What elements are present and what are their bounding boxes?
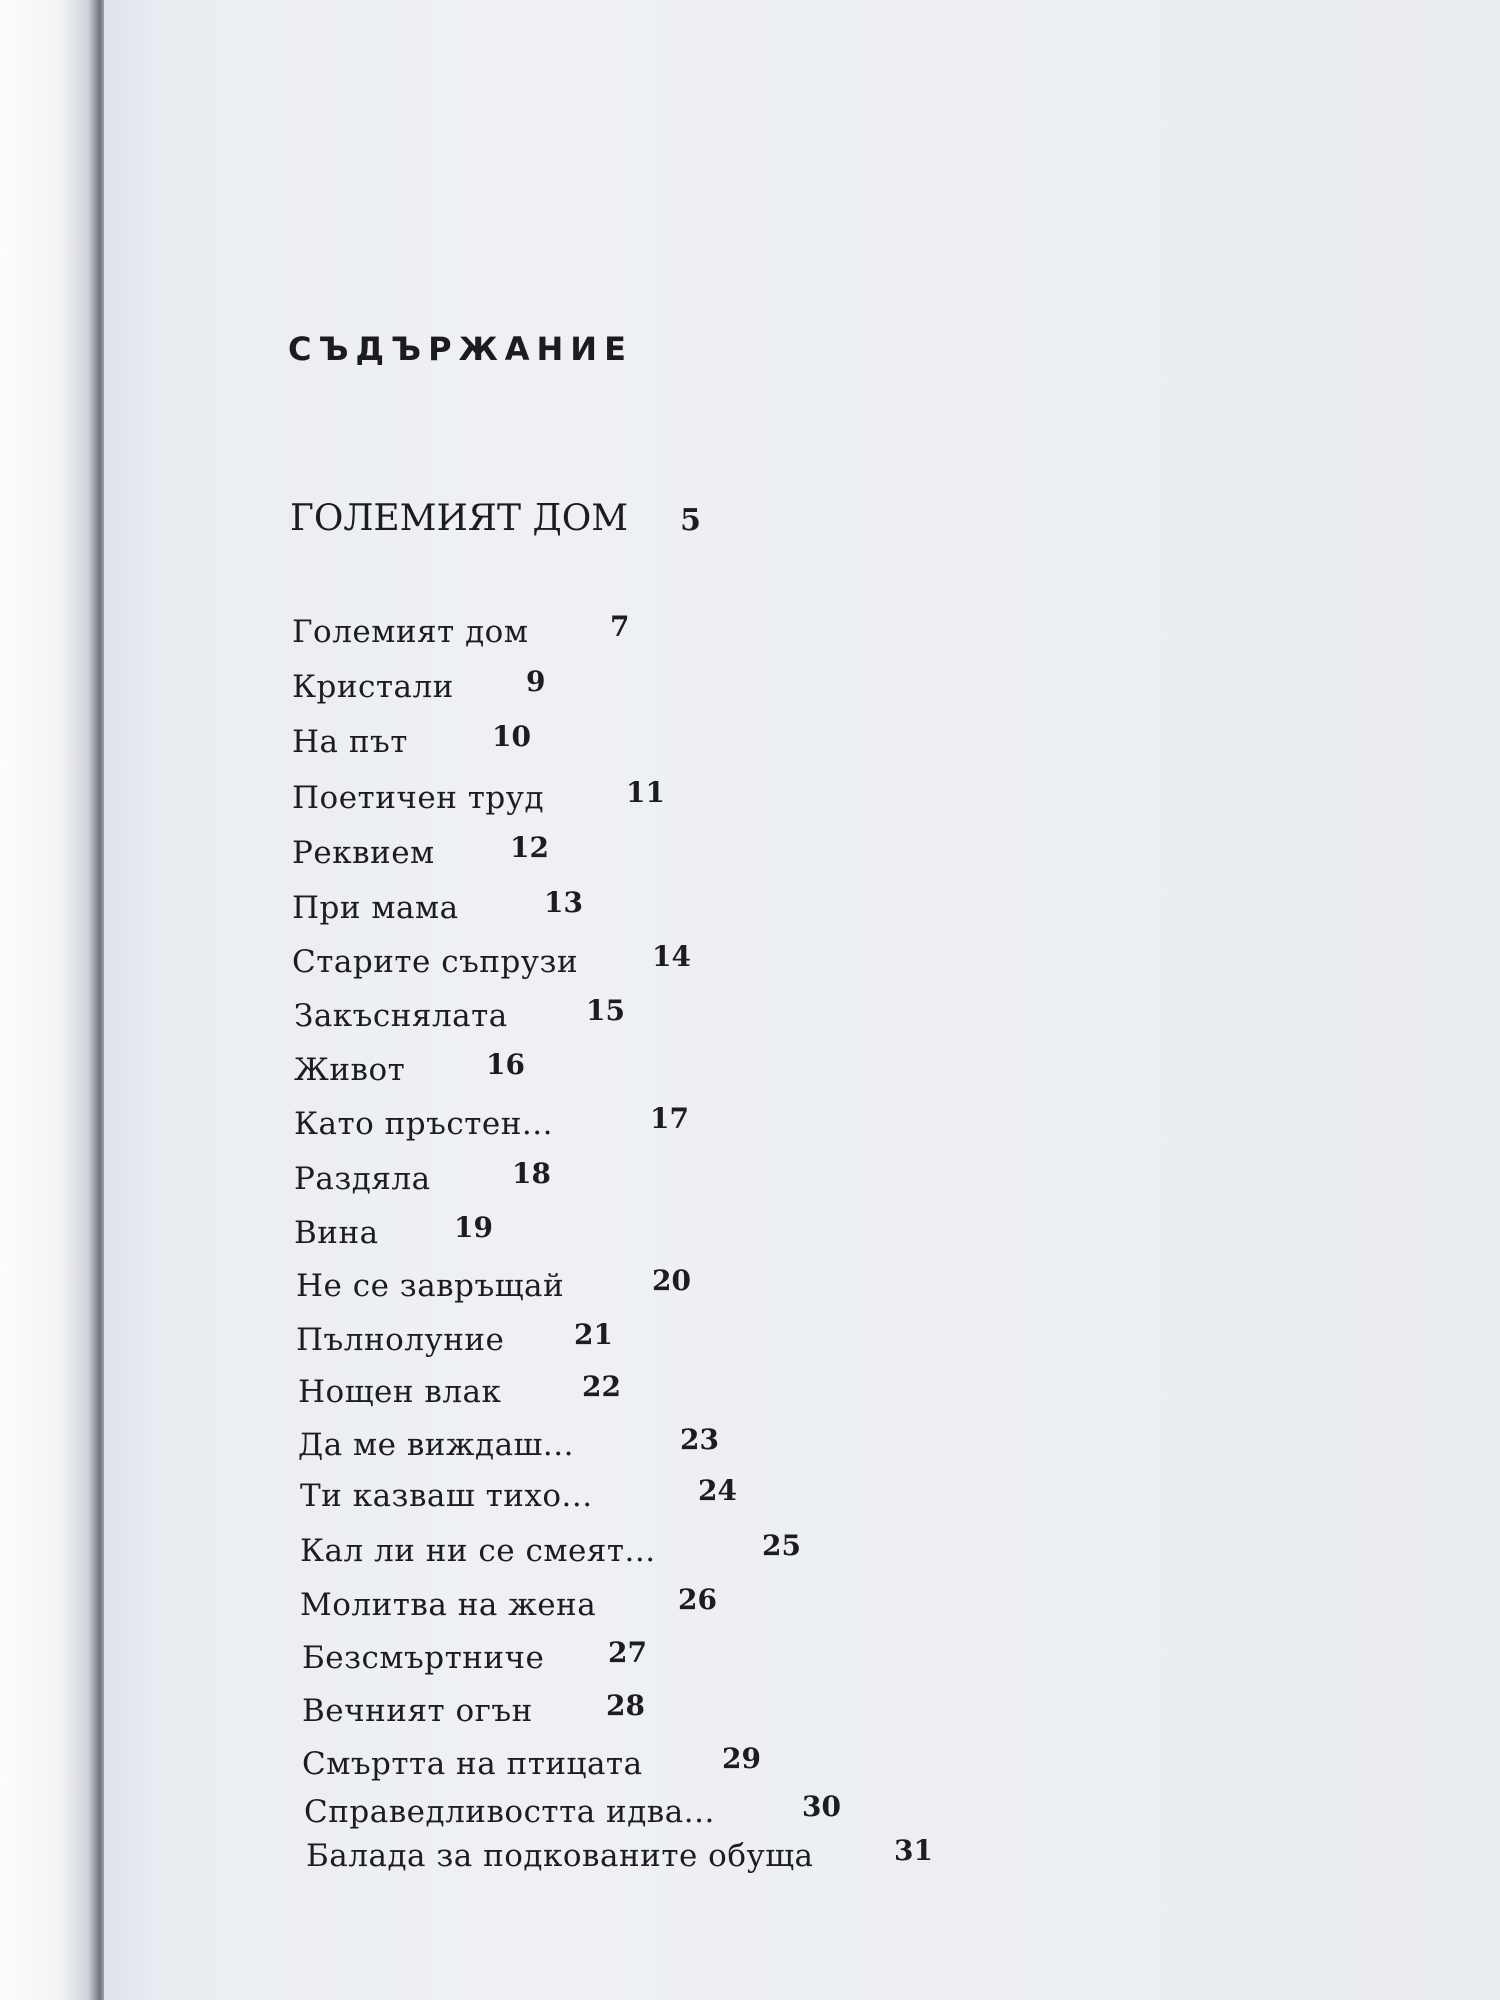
toc-entry [296,1264,691,1304]
toc-entry [294,1102,689,1142]
toc-entry-page: 28 [606,1689,645,1722]
toc-entry-page: 23 [680,1423,719,1456]
toc-entry-page: 25 [762,1529,801,1562]
toc-entry-title: Нощен влак [298,1374,502,1410]
toc-entry [304,1790,841,1830]
toc-entry-page: 13 [544,886,583,919]
toc-entry-title: При мама [292,890,459,926]
toc-entry [292,940,691,980]
toc-entry [292,831,549,871]
toc-entry-title: Кристали [292,669,454,705]
toc-entry-page: 9 [526,665,546,698]
toc-entry-page: 21 [574,1318,613,1351]
toc-entry [306,1834,933,1874]
toc-entry [292,720,531,760]
toc-entry-title: Големият дом [292,614,529,650]
toc-entry-page: 10 [492,720,531,753]
toc-entry-page: 11 [626,776,665,809]
toc-entry-title: Балада за подкованите обуща [306,1838,814,1874]
toc-entry [300,1474,737,1514]
section-page-number: 5 [680,503,701,538]
toc-entry-title: Не се завръщай [296,1268,565,1304]
toc-entry-title: Старите съпрузи [292,944,579,980]
toc-entry-title: Кал ли ни се смеят... [300,1533,656,1569]
toc-entry-page: 18 [512,1157,551,1190]
toc-entry-page: 22 [582,1370,621,1403]
toc-entry-page: 27 [608,1636,647,1669]
section-title: ГОЛЕМИЯТ ДОМ [290,498,629,539]
toc-entry [300,1583,717,1623]
toc-entry [298,1423,719,1463]
toc-entry-title: Живот [294,1052,406,1088]
toc-entry [302,1636,647,1676]
toc-entry-page: 7 [610,610,630,643]
toc-entry [294,1211,493,1251]
toc-entry-page: 20 [652,1264,691,1297]
toc-entry-page: 15 [586,994,625,1027]
toc-entry-page: 26 [678,1583,717,1616]
toc-entry-title: Закъснялата [294,998,508,1034]
toc-entry-title: Вина [294,1215,379,1251]
toc-entry-title: Раздяла [294,1161,431,1197]
toc-entry-title: Като пръстен... [294,1106,553,1142]
toc-entry-page: 16 [486,1048,525,1081]
toc-entry-page: 14 [652,940,691,973]
toc-entry-title: Вечният огън [302,1693,533,1729]
toc-entry [292,886,583,926]
toc-entry-title: Молитва на жена [300,1587,597,1623]
toc-entry-title: Да ме виждаш... [298,1427,574,1463]
toc-entry [298,1370,621,1410]
toc-entry-page: 24 [698,1474,737,1507]
toc-entry-page: 12 [510,831,549,864]
toc-entry-title: Поетичен труд [292,780,545,816]
toc-entry [292,776,665,816]
contents-heading: СЪДЪРЖАНИЕ [288,330,633,368]
toc-entry-page: 31 [894,1834,933,1867]
toc-entry [292,665,546,705]
toc-entry-page: 19 [454,1211,493,1244]
toc-entry-title: На път [292,724,408,760]
toc-entry [294,1048,525,1088]
toc-entry [302,1689,645,1729]
toc-entry-title: Справедливостта идва... [304,1794,715,1830]
toc-entry-title: Реквием [292,835,435,871]
toc-entry-page: 17 [650,1102,689,1135]
toc-entry-title: Пълнолуние [296,1322,505,1358]
toc-entry-title: Смъртта на птицата [302,1746,643,1782]
toc-entry-title: Ти казваш тихо... [300,1478,593,1514]
toc-entry [294,1157,551,1197]
toc-entry-page: 30 [802,1790,841,1823]
toc-entry-page: 29 [722,1742,761,1775]
toc-entry [294,994,625,1034]
toc-entry [302,1742,761,1782]
toc-entry-title: Безсмъртниче [302,1640,545,1676]
toc-entry [296,1318,613,1358]
toc-entry [292,610,630,650]
toc-entry [300,1529,801,1569]
